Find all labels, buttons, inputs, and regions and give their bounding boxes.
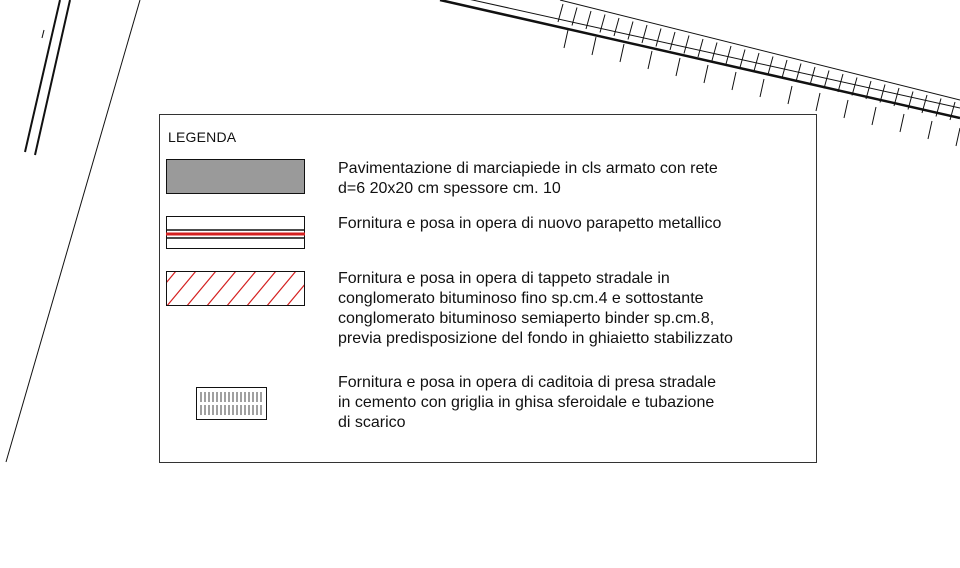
band-hatch-stroke bbox=[642, 25, 647, 43]
red-black-railing-icon bbox=[166, 216, 306, 250]
legend-item-railing-text bbox=[338, 214, 721, 234]
legend-text-line: Fornitura e posa in opera di tappeto stradale in bbox=[338, 270, 670, 287]
band-hatch-stroke bbox=[648, 51, 652, 69]
band-hatch-stroke bbox=[614, 18, 619, 36]
band-hatch-stroke bbox=[704, 65, 708, 83]
band-hatch-stroke bbox=[872, 107, 876, 125]
band-hatch-stroke bbox=[676, 58, 680, 76]
legend-item-pavement-text bbox=[338, 159, 718, 199]
legend-text-line: di scarico bbox=[338, 414, 406, 431]
band-hatch-stroke bbox=[900, 114, 904, 132]
road-edge-lines bbox=[6, 0, 140, 462]
band-hatch-stroke bbox=[698, 39, 703, 57]
red-hatch-rectangle-icon bbox=[166, 271, 306, 307]
band-hatch-stroke bbox=[838, 74, 843, 92]
legend-text-line: d=6 20x20 cm spessore cm. 10 bbox=[338, 180, 561, 197]
band-hatch-stroke bbox=[564, 30, 568, 48]
band-hatch-stroke bbox=[732, 72, 736, 90]
band-hatch-stroke bbox=[628, 22, 633, 40]
legend-item-drain-text bbox=[338, 373, 716, 433]
band-hatch-stroke bbox=[956, 128, 960, 146]
legend-item-asphalt-text bbox=[338, 269, 733, 349]
band-hatch-stroke bbox=[592, 37, 596, 55]
band-hatch-stroke bbox=[740, 50, 745, 68]
band-hatch-stroke bbox=[816, 93, 820, 111]
legend-text-line: Fornitura e posa in opera di caditoia di presa stradale bbox=[338, 374, 716, 391]
band-hatch-stroke bbox=[670, 32, 675, 50]
band-hatch-stroke bbox=[760, 79, 764, 97]
band-hatch-stroke bbox=[788, 86, 792, 104]
legend-title: LEGENDA bbox=[168, 129, 237, 145]
legend-box bbox=[159, 114, 817, 463]
band-hatch-stroke bbox=[824, 71, 829, 89]
band-hatch-stroke bbox=[712, 43, 717, 61]
drain-grate-icon bbox=[196, 387, 268, 421]
legend-text-line: in cemento con griglia in ghisa sferoidale e tubazione bbox=[338, 394, 715, 411]
band-hatch-stroke bbox=[684, 36, 689, 54]
band-hatch-stroke bbox=[754, 53, 759, 71]
band-hatch-stroke bbox=[928, 121, 932, 139]
legend-text-line: Fornitura e posa in opera di nuovo parapetto metallico bbox=[338, 215, 722, 232]
band-hatch-stroke bbox=[726, 46, 731, 64]
legend-text-line: Pavimentazione di marciapiede in cls armato con rete bbox=[338, 160, 718, 177]
band-hatch-stroke bbox=[656, 29, 661, 47]
legend-text-line: conglomerato bituminoso semiaperto binder sp.cm.8, bbox=[338, 310, 715, 327]
legend-text-line: previa predisposizione del fondo in ghiaietto stabilizzato bbox=[338, 330, 733, 347]
legend-text-line: conglomerato bituminoso fino sp.cm.4 e sottostante bbox=[338, 290, 704, 307]
band-hatch-stroke bbox=[844, 100, 848, 118]
band-hatch-stroke bbox=[620, 44, 624, 62]
gray-fill-rectangle-icon bbox=[166, 159, 306, 195]
band-hatch-stroke bbox=[600, 15, 605, 33]
